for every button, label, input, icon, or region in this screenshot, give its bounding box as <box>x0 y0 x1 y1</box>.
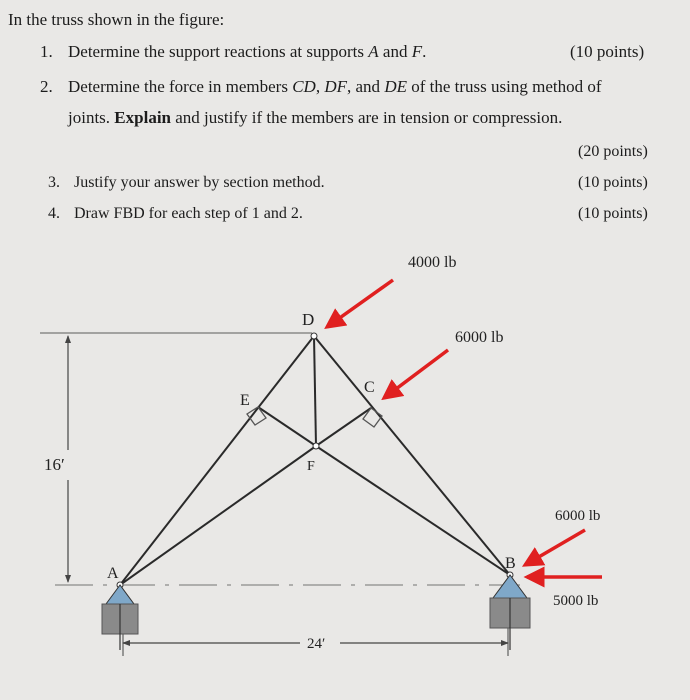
load-arrow-c <box>384 350 448 398</box>
member-df-ref: DF <box>324 77 348 96</box>
member-af <box>120 446 316 585</box>
question-3-points: (10 points) <box>578 174 648 191</box>
load-label-c: 6000 lb <box>455 329 504 346</box>
member-df <box>314 336 316 446</box>
question-4-number: 4. <box>48 205 60 222</box>
question-2-comma: , <box>315 77 325 96</box>
member-db <box>314 336 510 575</box>
support-b-triangle <box>493 575 527 598</box>
node-label-b: B <box>505 555 516 572</box>
question-1-number: 1. <box>40 42 53 61</box>
node-label-e: E <box>240 392 250 409</box>
span-dimension-label: 24′ <box>307 636 326 652</box>
question-3-number: 3. <box>48 174 60 191</box>
question-2-text: Determine the force in members <box>68 77 293 96</box>
member-ef <box>258 407 316 446</box>
member-cf <box>316 408 371 446</box>
question-1-text: Determine the support reactions at supports <box>68 42 369 61</box>
member-ad <box>120 336 314 585</box>
question-2-number: 2. <box>40 77 53 96</box>
member-cd-ref: CD <box>292 77 316 96</box>
question-3-text: Justify your answer by section method. <box>74 174 325 191</box>
question-2-explain: Explain <box>114 108 171 127</box>
question-4-text: Draw FBD for each step of 1 and 2. <box>74 205 303 222</box>
support-b <box>490 575 530 650</box>
question-2-joints: joints. <box>68 108 115 127</box>
joint-d <box>311 333 317 339</box>
load-arrow-d <box>327 280 393 327</box>
support-a <box>102 585 138 650</box>
question-2-line-2-text: and justify if the members are in tension or compression. <box>171 108 563 127</box>
question-1-period: . <box>422 42 427 61</box>
joint-f <box>313 443 319 449</box>
load-arrow-b-inclined <box>525 530 585 565</box>
node-label-d: D <box>302 310 315 329</box>
member-de-ref: DE <box>384 77 407 96</box>
question-1-points: (10 points) <box>570 42 645 61</box>
question-4-points: (10 points) <box>578 205 648 222</box>
member-fb <box>316 446 510 575</box>
support-a-ref: A <box>368 42 379 61</box>
load-label-b-inclined: 6000 lb <box>555 508 601 524</box>
node-label-f: F <box>307 459 315 474</box>
load-label-b-horizontal: 5000 lb <box>553 593 599 609</box>
question-2-points: (20 points) <box>578 143 648 160</box>
node-label-a: A <box>107 565 119 582</box>
question-2-text-and: , and <box>347 77 385 96</box>
support-a-triangle <box>106 585 134 604</box>
node-label-c: C <box>364 379 375 396</box>
support-f-ref: F <box>411 42 423 61</box>
load-label-d: 4000 lb <box>408 254 457 271</box>
height-dimension-label: 16′ <box>44 455 65 474</box>
problem-intro: In the truss shown in the figure: <box>8 10 225 29</box>
question-1-text-and: and <box>378 42 412 61</box>
truss-members <box>120 336 510 585</box>
question-2-text-end: of the truss using method of <box>406 77 602 96</box>
